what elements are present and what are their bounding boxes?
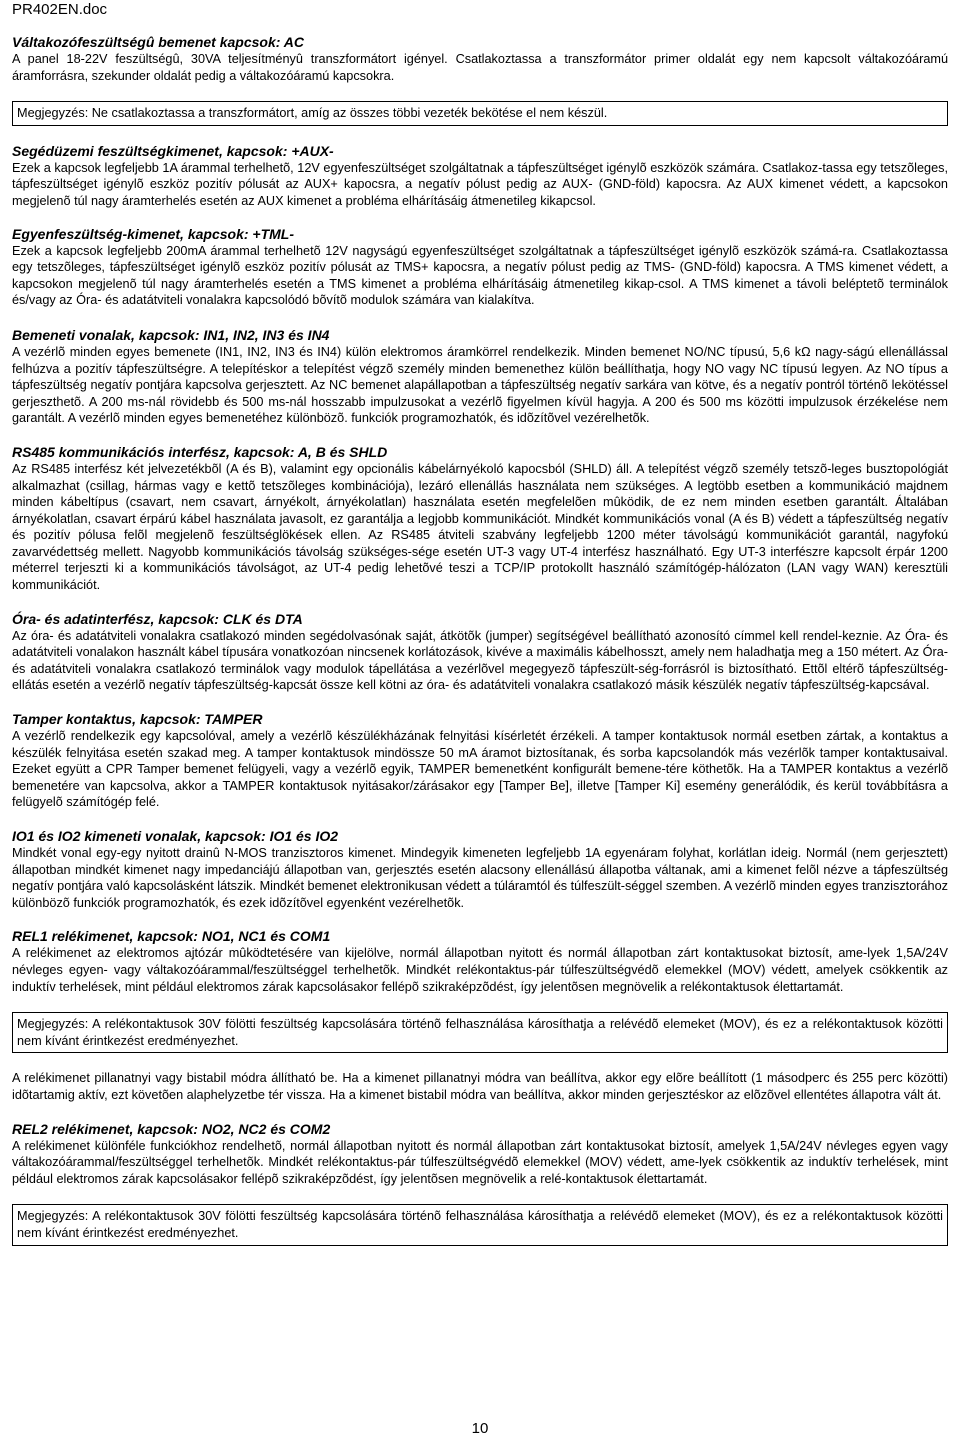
section-title: REL2 relékimenet, kapcsok: NO2, NC2 és COM2 — [12, 1120, 331, 1137]
section-text-secondary: A relékimenet pillanatnyi vagy bistabil módra állítható be. Ha a kimenet pillanatnyi módra van beállítva, akkor egy elõre beállított (1 másodperc és 255 perc közötti) idõtartamig aktív, ezt követõen alaphelyzetbe tér vissza. Ha a kimenet bistabil módra van beállítva, akkor minden gerjesztéskor az elõzõvel ellentétes állapotra vált át. — [12, 1071, 948, 1102]
section-text: Az óra- és adatátviteli vonalakra csatlakozó minden segédolvasónak saját, átkötõk (jumper) segítségével beállítható azonosító címmel kell rendel-keznie. Az Óra- és adatátviteli vonalakon használt kábel típusára vonatkozóan nincsenek korlátozások, kivéve a maximális kábelhosszt, amely nem haladhatja meg a 150 métert. Az Óra- és adatátviteli vonalakra csatlakozó terminálok vagy modulok tápellátása a vezérlõvel megegyezõ tápfeszült-ség-forrásról is biztosítható. Ettõl eltérõ tápfeszültség-ellátás esetén a vezérlõ negatív tápfeszültség-kapcsát össze kell kötni az óra- és adatátviteli vonalakra csatlakozó másik készülék negatív tápfeszültség-kapcsával. — [12, 628, 948, 693]
section-title: Bemeneti vonalak, kapcsok: IN1, IN2, IN3 és IN4 — [12, 326, 330, 343]
section-rel1 — [12, 928, 948, 1103]
section-title: Váltakozófeszültségû bemenet kapcsok: AC — [12, 34, 305, 50]
section-text: A panel 18-22V feszültségû, 30VA teljesítményû transzformátort igényel. Csatlakoztassa a transzformátor primer oldalát egy nem kapcsolt váltakozóáramú áramforrásra, szekunder oldalát pedig a váltakozóáramú kapcsokra. — [12, 52, 948, 83]
section-io-outputs — [12, 828, 948, 911]
section-text: Ezek a kapcsok legfeljebb 200mA árammal terhelhetõ 12V nagyságú egyenfeszültséget szolgáltatnak a tápfeszültséget igénylõ eszközök számá-ra. Csatlakoztassa egy tetszõleges, tápfeszültséget igénylõ eszköz pozitív pólusát az TMS+ kapocsra, a negatív pólust pedig az TMS- (GND-föld) kapocsra. A TMS kimenet védett, a kapcsokon megjelenõ túl nagy áramterhelés esetén a TMS kimenet a probléma elhárításáig átmenetileg kikap-csol. A TMS kimenet a távoli beléptetõ terminálok és/vagy az Óra- és adatátviteli vonalakra kapcsolódó bõvítõ modulok számára van kialakítva. — [12, 243, 948, 308]
section-text: A relékimenet különféle funkciókhoz rendelhetõ, normál állapotban nyitott és normál állapotban zárt kontaktusokat biztosít, amelyek 1,5A/24V névleges egyen vagy váltakozóárammal/feszültséggel terhelhetõk. Mindkét relékontaktus-pár túlfeszültségvédõ elemekkel (MOV) védett, ame-lyek csökkentik az induktív terhelések, mint például elektromos zárak kapcsolásakor fellépõ szikraképzõdést, így jelentõsen megnövelik a relé-kontaktusok élettartamát. — [12, 1138, 948, 1186]
section-tamper — [12, 711, 948, 811]
section-title: Óra- és adatinterfész, kapcsok: CLK és DTA — [12, 610, 303, 627]
section-aux-output — [12, 143, 948, 210]
section-inputs — [12, 327, 948, 427]
section-ac-input — [12, 34, 948, 126]
note-box: Megjegyzés: Ne csatlakoztassa a transzformátort, amíg az összes többi vezeték bekötése el nem készül. — [12, 101, 948, 126]
section-text: A vezérlõ rendelkezik egy kapcsolóval, amely a vezérlõ készülékházának felnyitási kísérletét érzékeli. A tamper kontaktusok normál esetben zártak, a kontaktus a készülék felnyitása esetén szakad meg. A tamper kontaktusok mindössze 50 mA áramot biztosítanak, és sorba kapcsolandók más vezérlõk tamper kontaktusaival. Ezeket együtt a CPR Tamper bemenet felügyeli, vagy a vezérlõ egyik, TAMPER bemenetként konfigurált bemene-tére köthetõk. Ha a TAMPER kontaktus a vezérlõ bemenetére van kapcsolva, akkor a TAMPER kontaktusok nyitásakor/zárásakor egy [Tamper Be], illetve [Tamper Ki] esemény generálódik, és kerül továbbításra a felügyelõ számítógép felé. — [12, 729, 948, 810]
section-text: A vezérlõ minden egyes bemenete (IN1, IN2, IN3 és IN4) külön elektromos áramkörrel rendelkezik. Minden bemenet NO/NC típusú, 5,6 kΩ nagy-ságú ellenállással felhúzva a pozitív tápfeszültségre. A telepítéskor a telepítést végzõ személy minden bemenethez külön beállíthatja, hogy NO vagy NC típusú legyen. Az NO típus a tápfeszültség negatív pontjára kapcsolva gerjesztett. Az NC bemenet alapállapotban a tápfeszültség negatív sarkára van kötve, és a negatív pontról történõ lekötéssel gerjeszthetõ. A 200 ms-nál rövidebb és 500 ms-nál hosszabb impulzusokat a vezérlõ figyelmen kívül hagyja. A 200 és 500 ms közötti impulzusok érzékelése nem garantált. A vezérlõ minden egyes bemenetéhez különbözõ. funkciók programozhatók, és idõzítõvel vezérelhetõk. — [12, 344, 948, 426]
document-filename: PR402EN.doc — [12, 1, 108, 18]
section-text: Az RS485 interfész két jelvezetékbõl (A és B), valamint egy opcionális kábelárnyékoló kapocsból (SHLD) áll. A telepítést végzõ személy tetszõ-leges busztopológiát alkalmazhat (csillag, hármas vagy e kettõ tetszõleges kombinációja), lezáró ellenállás használata nem szükséges. A legtöbb esetben a kommunikáció majdnem minden kábeltípus (csavart, nem csavart, árnyékolt, árnyékolatlan) használata esetén megfelelõen mûködik, de ez nem minden esetben garantált. Általában árnyékolatlan, csavart érpárú kábel használata javasolt, ez garantálja a legjobb kommunikációt. Mindkét kommunikációs vonal (A és B) védett a tápfeszültség negatív és pozitív pólusa felõl megjelenõ feszültséglökések ellen. Az RS485 átviteli szabvány legfeljebb 1200 méter távolságú kommunikációt garantál, nagyfokú zavarvédettség mellett. Nagyobb kommunikációs távolság szükséges-sége esetén UT-3 vagy UT-4 interfész használható. Egy UT-3 interfészre kapcsolt érpár 1200 méterrel terjeszti ki a kommunikációs távolságot, az UT-4 pedig lehetõvé teszi a TCP/IP protokollt használó számítógép-hálózaton (LAN vagy WAN) keresztüli kommunikációt. — [12, 461, 948, 593]
section-title: REL1 relékimenet, kapcsok: NO1, NC1 és COM1 — [12, 928, 331, 945]
note-box: Megjegyzés: A relékontaktusok 30V fölötti feszültség kapcsolására történõ felhasználása károsíthatja a relévédõ elemeket (MOV), és ez a relékontaktusok közötti nem kívánt érintkezést eredményezhet. — [12, 1012, 948, 1053]
section-title: IO1 és IO2 kimeneti vonalak, kapcsok: IO1 és IO2 — [12, 828, 339, 844]
section-tml-output — [12, 226, 948, 309]
section-title: Segédüzemi feszültségkimenet, kapcsok: +AUX- — [12, 142, 334, 159]
section-clock-data — [12, 611, 948, 694]
section-title: Egyenfeszültség-kimenet, kapcsok: +TML- — [12, 225, 295, 242]
section-rs485 — [12, 444, 948, 594]
section-title: RS485 kommunikációs interfész, kapcsok: A, B és SHLD — [12, 443, 388, 460]
section-text: Ezek a kapcsok legfeljebb 1A árammal terhelhetõ, 12V egyenfeszültséget szolgáltatnak a tápfeszültséget igénylõ eszközök számára. Csatlakoz-tassa egy tetszõleges, tápfeszültséget igénylõ eszköz pozitív pólusát az AUX+ kapocsra, a negatív pólust pedig az AUX- (GND-föld) kapocsra. Az AUX kimenet védett, a kapcsokon megjelenõ túl nagy áramterhelés esetén az AUX kimenet a probléma elhárításáig átmenetileg kikapcsol. — [12, 160, 948, 208]
section-rel2 — [12, 1121, 948, 1246]
document-body — [12, 34, 948, 1246]
section-text: Mindkét vonal egy-egy nyitott drainû N-MOS tranzisztoros kimenet. Mindegyik kimeneten legfeljebb 1A egyenáram folyhat, korlátlan ideig. Normál (nem gerjesztett) állapotban mindkét kimenet nagy impedanciájú állapotban van, gerjesztés esetén alacsony ellenállású állapotba váltanak, ami a kimenet felõl nézve a tápfeszültség negatív pontjára való kapcsolásként látszik. Mindkét bemenet elektronikusan védett a túláramtól és túlfeszült-séggel szemben. A vezérlõ minden egyes tranzisztorához különbözõ funkciók programozhatók, és ezek idõzítõvel egyenként vezérelhetõk. — [12, 846, 948, 910]
section-title: Tamper kontaktus, kapcsok: TAMPER — [12, 711, 263, 728]
section-text: A relékimenet az elektromos ajtózár mûködtetésére van kijelölve, normál állapotban nyitott és normál állapotban zárt kontaktusokat biztosít, ame-lyek 1,5A/24V névleges egyen- vagy váltakozóárammal/feszültséggel terhelhetõk. Mindkét relékontaktus-pár túlfeszültségvédõ elemekkel (MOV) védett, amelyek csökkentik az induktív terhelések, mint például elektromos zárak kapcsolásakor fellépõ szikraképzõdést, így jelentõsen megnövelik a relékontaktusok élettartamát. — [12, 946, 948, 994]
page-number: 10 — [471, 1420, 489, 1437]
note-box: Megjegyzés: A relékontaktusok 30V fölötti feszültség kapcsolására történõ felhasználása károsíthatja a relévédõ elemeket (MOV), és ez a relékontaktusok közötti nem kívánt érintkezést eredményezhet. — [12, 1204, 948, 1245]
